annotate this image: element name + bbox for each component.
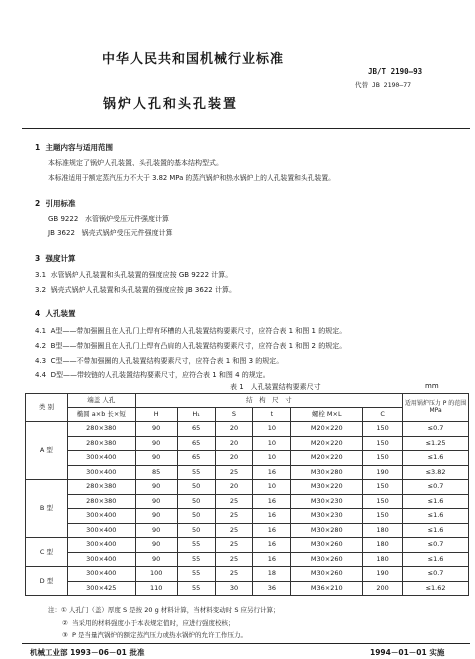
bolt-cell: M30×260: [291, 552, 363, 567]
clause-4-4: [35, 370, 270, 380]
reference-name: 水管锅炉受压元件强度计算: [84, 215, 169, 223]
clause-text: D型——带较链的人孔装置结构要素尺寸，应符合表 1 和图 4 的规定。: [50, 371, 270, 379]
category-cell: B 型: [26, 480, 68, 538]
pressure-cell: ≤1.6: [403, 509, 469, 524]
c-cell: 150: [363, 436, 403, 451]
c-cell: 180: [363, 523, 403, 538]
t-cell: 36: [253, 581, 291, 596]
t-cell: 16: [253, 552, 291, 567]
col-h1-header: H₁: [177, 408, 215, 422]
h1-cell: 50: [177, 494, 215, 509]
table-row: [26, 494, 469, 509]
c-cell: 150: [363, 480, 403, 495]
note-text: 人孔门（盖）厚度 S 是按 20 g 材料计算，当材料变动时 S 应另行计算；: [68, 606, 280, 614]
reference-code: GB 9222: [48, 215, 79, 223]
clause-number: 4.4: [35, 371, 47, 379]
s-cell: 25: [215, 567, 253, 582]
s-cell: 30: [215, 581, 253, 596]
table-subheader-row: [26, 408, 469, 422]
size-cell: 280×380: [67, 494, 135, 509]
h-cell: 90: [135, 523, 177, 538]
table-header-row: [26, 394, 469, 408]
effective-date: 1994－01－01 实施: [370, 648, 445, 657]
h1-cell: 55: [177, 552, 215, 567]
table-row: [26, 436, 469, 451]
section-number: 3: [35, 254, 41, 263]
s-cell: 20: [215, 480, 253, 495]
note-label: 注：①: [48, 606, 67, 614]
note-label: ②: [62, 619, 68, 627]
pressure-cell: ≤3.82: [403, 465, 469, 480]
dimension-table: [25, 393, 469, 596]
c-cell: 190: [363, 567, 403, 582]
section-title: 主题内容与适用范围: [45, 143, 113, 152]
h1-cell: 50: [177, 523, 215, 538]
reference-code: JB 3622: [48, 229, 75, 237]
reference-name: 锅壳式锅炉受压元件强度计算: [81, 229, 173, 237]
h1-cell: 55: [177, 581, 215, 596]
c-cell: 150: [363, 494, 403, 509]
h1-cell: 55: [177, 538, 215, 553]
pressure-cell: ≤0.7: [403, 538, 469, 553]
pressure-cell: ≤1.6: [403, 494, 469, 509]
c-cell: 200: [363, 581, 403, 596]
table-row: [26, 480, 469, 495]
table-row: [26, 523, 469, 538]
size-cell: 300×400: [67, 465, 135, 480]
h-cell: 90: [135, 480, 177, 495]
t-cell: 10: [253, 422, 291, 437]
replaces-standard: 代替 JB 2190—77: [355, 81, 412, 89]
section-2-heading: [35, 198, 75, 209]
note-text: P 是当量汽锅炉的额定蒸汽压力或热水锅炉的允许工作压力。: [71, 631, 247, 639]
clause-4-2: [35, 341, 346, 351]
table-note: [62, 618, 234, 627]
h-cell: 90: [135, 494, 177, 509]
size-cell: 300×400: [67, 538, 135, 553]
clause-4-1: [35, 326, 346, 336]
document-title: 锅炉人孔和头孔装置: [103, 97, 239, 112]
h1-cell: 50: [177, 480, 215, 495]
c-cell: 190: [363, 465, 403, 480]
pressure-cell: ≤0.7: [403, 480, 469, 495]
reference-item: [48, 228, 173, 238]
pressure-cell: ≤1.6: [403, 552, 469, 567]
col-s-header: S: [215, 408, 253, 422]
table-row: [26, 538, 469, 553]
table-row: [26, 567, 469, 582]
clause-4-3: [35, 356, 283, 366]
s-cell: 25: [215, 509, 253, 524]
bolt-cell: M30×280: [291, 523, 363, 538]
col-bolt-header: 螺栓 M×L: [291, 408, 363, 422]
h-cell: 90: [135, 509, 177, 524]
table-unit: mm: [425, 382, 439, 390]
reference-item: [48, 214, 169, 224]
standard-number: JB/T 2190—93: [368, 67, 423, 76]
section-1-paragraph-1: 本标准规定了锅炉人孔装置、头孔装置的基本结构型式。: [48, 159, 223, 167]
clause-number: 4.3: [35, 357, 47, 365]
bolt-cell: M30×230: [291, 509, 363, 524]
c-cell: 150: [363, 509, 403, 524]
size-cell: 300×400: [67, 523, 135, 538]
table-row: [26, 509, 469, 524]
table-caption: 表 1 人孔装置结构要素尺寸: [230, 383, 321, 391]
note-label: ③: [62, 631, 68, 639]
c-cell: 150: [363, 422, 403, 437]
h-cell: 90: [135, 451, 177, 466]
h1-cell: 55: [177, 567, 215, 582]
pressure-cell: ≤0.7: [403, 567, 469, 582]
clause-text: B型——带加强圈且在人孔门上焊有凸肩的人孔装置结构要素尺寸，应符合表 1 和图 2 的规定。: [50, 342, 347, 350]
h-cell: 90: [135, 436, 177, 451]
structure-dimension-header: 结 构 尺 寸: [135, 394, 402, 408]
approval-date: 机械工业部 1993－06－01 批准: [30, 648, 145, 657]
table-note: [62, 630, 247, 639]
t-cell: 16: [253, 523, 291, 538]
h-cell: 90: [135, 552, 177, 567]
col-c-header: C: [363, 408, 403, 422]
size-cell: 300×400: [67, 451, 135, 466]
clause-text: 锅壳式锅炉人孔装置和头孔装置的强度应按 JB 3622 计算。: [50, 286, 236, 294]
t-cell: 16: [253, 538, 291, 553]
table-row: [26, 451, 469, 466]
bolt-cell: M30×230: [291, 494, 363, 509]
t-cell: 16: [253, 509, 291, 524]
s-cell: 25: [215, 523, 253, 538]
size-cell: 300×400: [67, 509, 135, 524]
section-1-heading: [35, 142, 113, 153]
h-cell: 90: [135, 422, 177, 437]
category-header: 类 别: [26, 394, 68, 422]
table-row: [26, 422, 469, 437]
size-cell: 300×425: [67, 581, 135, 596]
section-title: 人孔装置: [45, 309, 76, 318]
s-cell: 25: [215, 465, 253, 480]
size-cell: 280×380: [67, 422, 135, 437]
bolt-cell: M20×220: [291, 436, 363, 451]
bolt-cell: M36×210: [291, 581, 363, 596]
clause-text: 水管锅炉人孔装置和头孔装置的强度应按 GB 9222 计算。: [50, 271, 233, 279]
t-cell: 18: [253, 567, 291, 582]
clause-number: 4.1: [35, 327, 47, 335]
pressure-cell: ≤0.7: [403, 422, 469, 437]
section-4-heading: [35, 308, 75, 319]
pressure-cell: ≤1.25: [403, 436, 469, 451]
size-cell: 300×400: [67, 552, 135, 567]
size-header-top: 端盖 人孔: [67, 394, 135, 408]
h-cell: 110: [135, 581, 177, 596]
s-cell: 20: [215, 436, 253, 451]
s-cell: 20: [215, 451, 253, 466]
h1-cell: 65: [177, 422, 215, 437]
section-title: 强度计算: [45, 254, 76, 263]
h-cell: 100: [135, 567, 177, 582]
s-cell: 25: [215, 494, 253, 509]
bolt-cell: M30×260: [291, 538, 363, 553]
table-row: [26, 465, 469, 480]
size-header-bottom: 椭圆 a×b 长×短: [67, 408, 135, 422]
section-1-paragraph-2: 本标准适用于额定蒸汽压力不大于 3.82 MPa 的蒸汽锅炉和热水锅炉上的人孔装置和头孔装置。: [48, 174, 335, 182]
bolt-cell: M20×220: [291, 451, 363, 466]
bolt-cell: M20×220: [291, 422, 363, 437]
clause-number: 3.2: [35, 286, 47, 294]
h1-cell: 65: [177, 436, 215, 451]
clause-text: C型——不带加强圈的人孔装置结构要素尺寸，应符合表 1 和图 3 的规定。: [50, 357, 284, 365]
h1-cell: 55: [177, 465, 215, 480]
t-cell: 16: [253, 465, 291, 480]
s-cell: 25: [215, 552, 253, 567]
h1-cell: 65: [177, 451, 215, 466]
bolt-cell: M30×260: [291, 567, 363, 582]
h-cell: 85: [135, 465, 177, 480]
bolt-cell: M30×280: [291, 465, 363, 480]
bolt-cell: M30×220: [291, 480, 363, 495]
h-cell: 90: [135, 538, 177, 553]
c-cell: 180: [363, 552, 403, 567]
clause-number: 3.1: [35, 271, 47, 279]
size-cell: 300×400: [67, 567, 135, 582]
section-3-heading: [35, 253, 75, 264]
t-cell: 10: [253, 480, 291, 495]
t-cell: 16: [253, 494, 291, 509]
t-cell: 10: [253, 451, 291, 466]
table-row: [26, 552, 469, 567]
c-cell: 180: [363, 538, 403, 553]
footer-divider: [22, 643, 470, 644]
category-cell: A 型: [26, 422, 68, 480]
clause-number: 4.2: [35, 342, 47, 350]
size-cell: 280×380: [67, 480, 135, 495]
size-cell: 280×380: [67, 436, 135, 451]
s-cell: 20: [215, 422, 253, 437]
clause-text: A型——带加强圈且在人孔门上焊有环槽的人孔装置结构要素尺寸，应符合表 1 和图 1 的规定。: [50, 327, 347, 335]
section-title: 引用标准: [45, 199, 76, 208]
t-cell: 10: [253, 436, 291, 451]
pressure-cell: ≤1.6: [403, 523, 469, 538]
standard-organization: 中华人民共和国机械行业标准: [102, 52, 285, 67]
section-number: 1: [35, 143, 41, 152]
c-cell: 150: [363, 451, 403, 466]
header-divider: [22, 128, 470, 129]
col-h-header: H: [135, 408, 177, 422]
section-number: 2: [35, 199, 41, 208]
clause-3-2: [35, 285, 236, 295]
col-t-header: t: [253, 408, 291, 422]
h1-cell: 50: [177, 509, 215, 524]
pressure-cell: ≤1.6: [403, 451, 469, 466]
s-cell: 25: [215, 538, 253, 553]
table-row: [26, 581, 469, 596]
note-text: 当采用的材料强度小于本表规定值时，应进行强度校核；: [71, 619, 235, 627]
category-cell: D 型: [26, 567, 68, 596]
pressure-cell: ≤1.62: [403, 581, 469, 596]
table-note: [48, 605, 280, 614]
section-number: 4: [35, 309, 41, 318]
pressure-range-header: 适用锅炉压力 P 的范围 MPa: [403, 394, 469, 422]
category-cell: C 型: [26, 538, 68, 567]
clause-3-1: [35, 270, 232, 280]
